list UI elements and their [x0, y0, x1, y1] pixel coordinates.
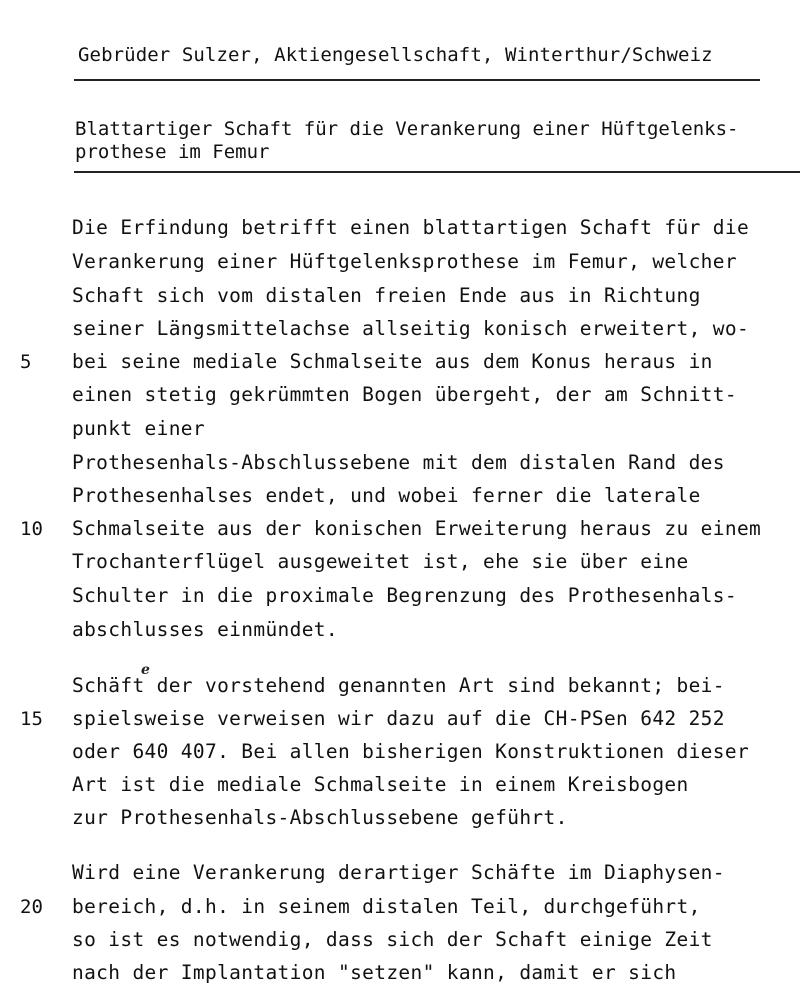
- title-line-2: prothese im Femur: [75, 141, 270, 163]
- body-line: einen stetig gekrümmten Bogen übergeht, der am Schnitt-: [72, 383, 737, 406]
- body-line: oder 640 407. Bei allen bisherigen Konstruktionen dieser: [72, 740, 750, 763]
- body-line: Verankerung einer Hüftgelenksprothese im Femur, welcher: [72, 250, 737, 273]
- title-line-1: Blattartiger Schaft für die Verankerung einer Hüftgelenks-: [75, 118, 739, 140]
- body-line: zur Prothesenhals-Abschlussebene geführt.: [72, 806, 568, 829]
- body-line: nach der Implantation "setzen" kann, damit er sich: [72, 961, 677, 984]
- line-number: 5: [20, 351, 32, 373]
- body-line: so ist es notwendig, dass sich der Schaft einige Zeit: [72, 928, 713, 951]
- body-line: Schulter in die proximale Begrenzung des Prothesenhals-: [72, 584, 737, 607]
- body-line: Schmalseite aus der konischen Erweiterung heraus zu einem: [72, 517, 762, 540]
- line-number: 20: [20, 896, 43, 918]
- handwritten-correction: e: [141, 662, 150, 678]
- body-line: spielsweise verweisen wir dazu auf die CH-PSen 642 252: [72, 707, 725, 730]
- body-line: punkt einer: [72, 417, 205, 440]
- body-line: Schaft sich vom distalen freien Ende aus in Richtung: [72, 284, 701, 307]
- body-line: Trochanterflügel ausgeweitet ist, ehe sie über eine: [72, 550, 689, 573]
- body-line: seiner Längsmittelachse allseitig konisch erweitert, wo-: [72, 317, 750, 340]
- body-line: Prothesenhals-Abschlussebene mit dem distalen Rand des: [72, 451, 725, 474]
- body-line: bereich, d.h. in seinem distalen Teil, durchgeführt,: [72, 895, 701, 918]
- body-line: abschlusses einmündet.: [72, 618, 338, 641]
- body-line: Die Erfindung betrifft einen blattartigen Schaft für die: [72, 216, 750, 239]
- applicant-line: Gebrüder Sulzer, Aktiengesellschaft, Winterthur/Schweiz: [78, 44, 713, 66]
- body-line: bei seine mediale Schmalseite aus dem Konus heraus in: [72, 350, 713, 373]
- body-line: Wird eine Verankerung derartiger Schäfte im Diaphysen-: [72, 861, 725, 884]
- line-number: 10: [20, 518, 43, 540]
- body-line: Art ist die mediale Schmalseite in einem Kreisbogen: [72, 773, 689, 796]
- body-line: Prothesenhalses endet, und wobei ferner die laterale: [72, 484, 701, 507]
- body-line: Schäft der vorstehend genannten Art sind bekannt; bei-: [72, 674, 725, 697]
- line-number: 15: [20, 708, 43, 730]
- title-rule: [74, 171, 800, 173]
- header-rule: [74, 79, 760, 81]
